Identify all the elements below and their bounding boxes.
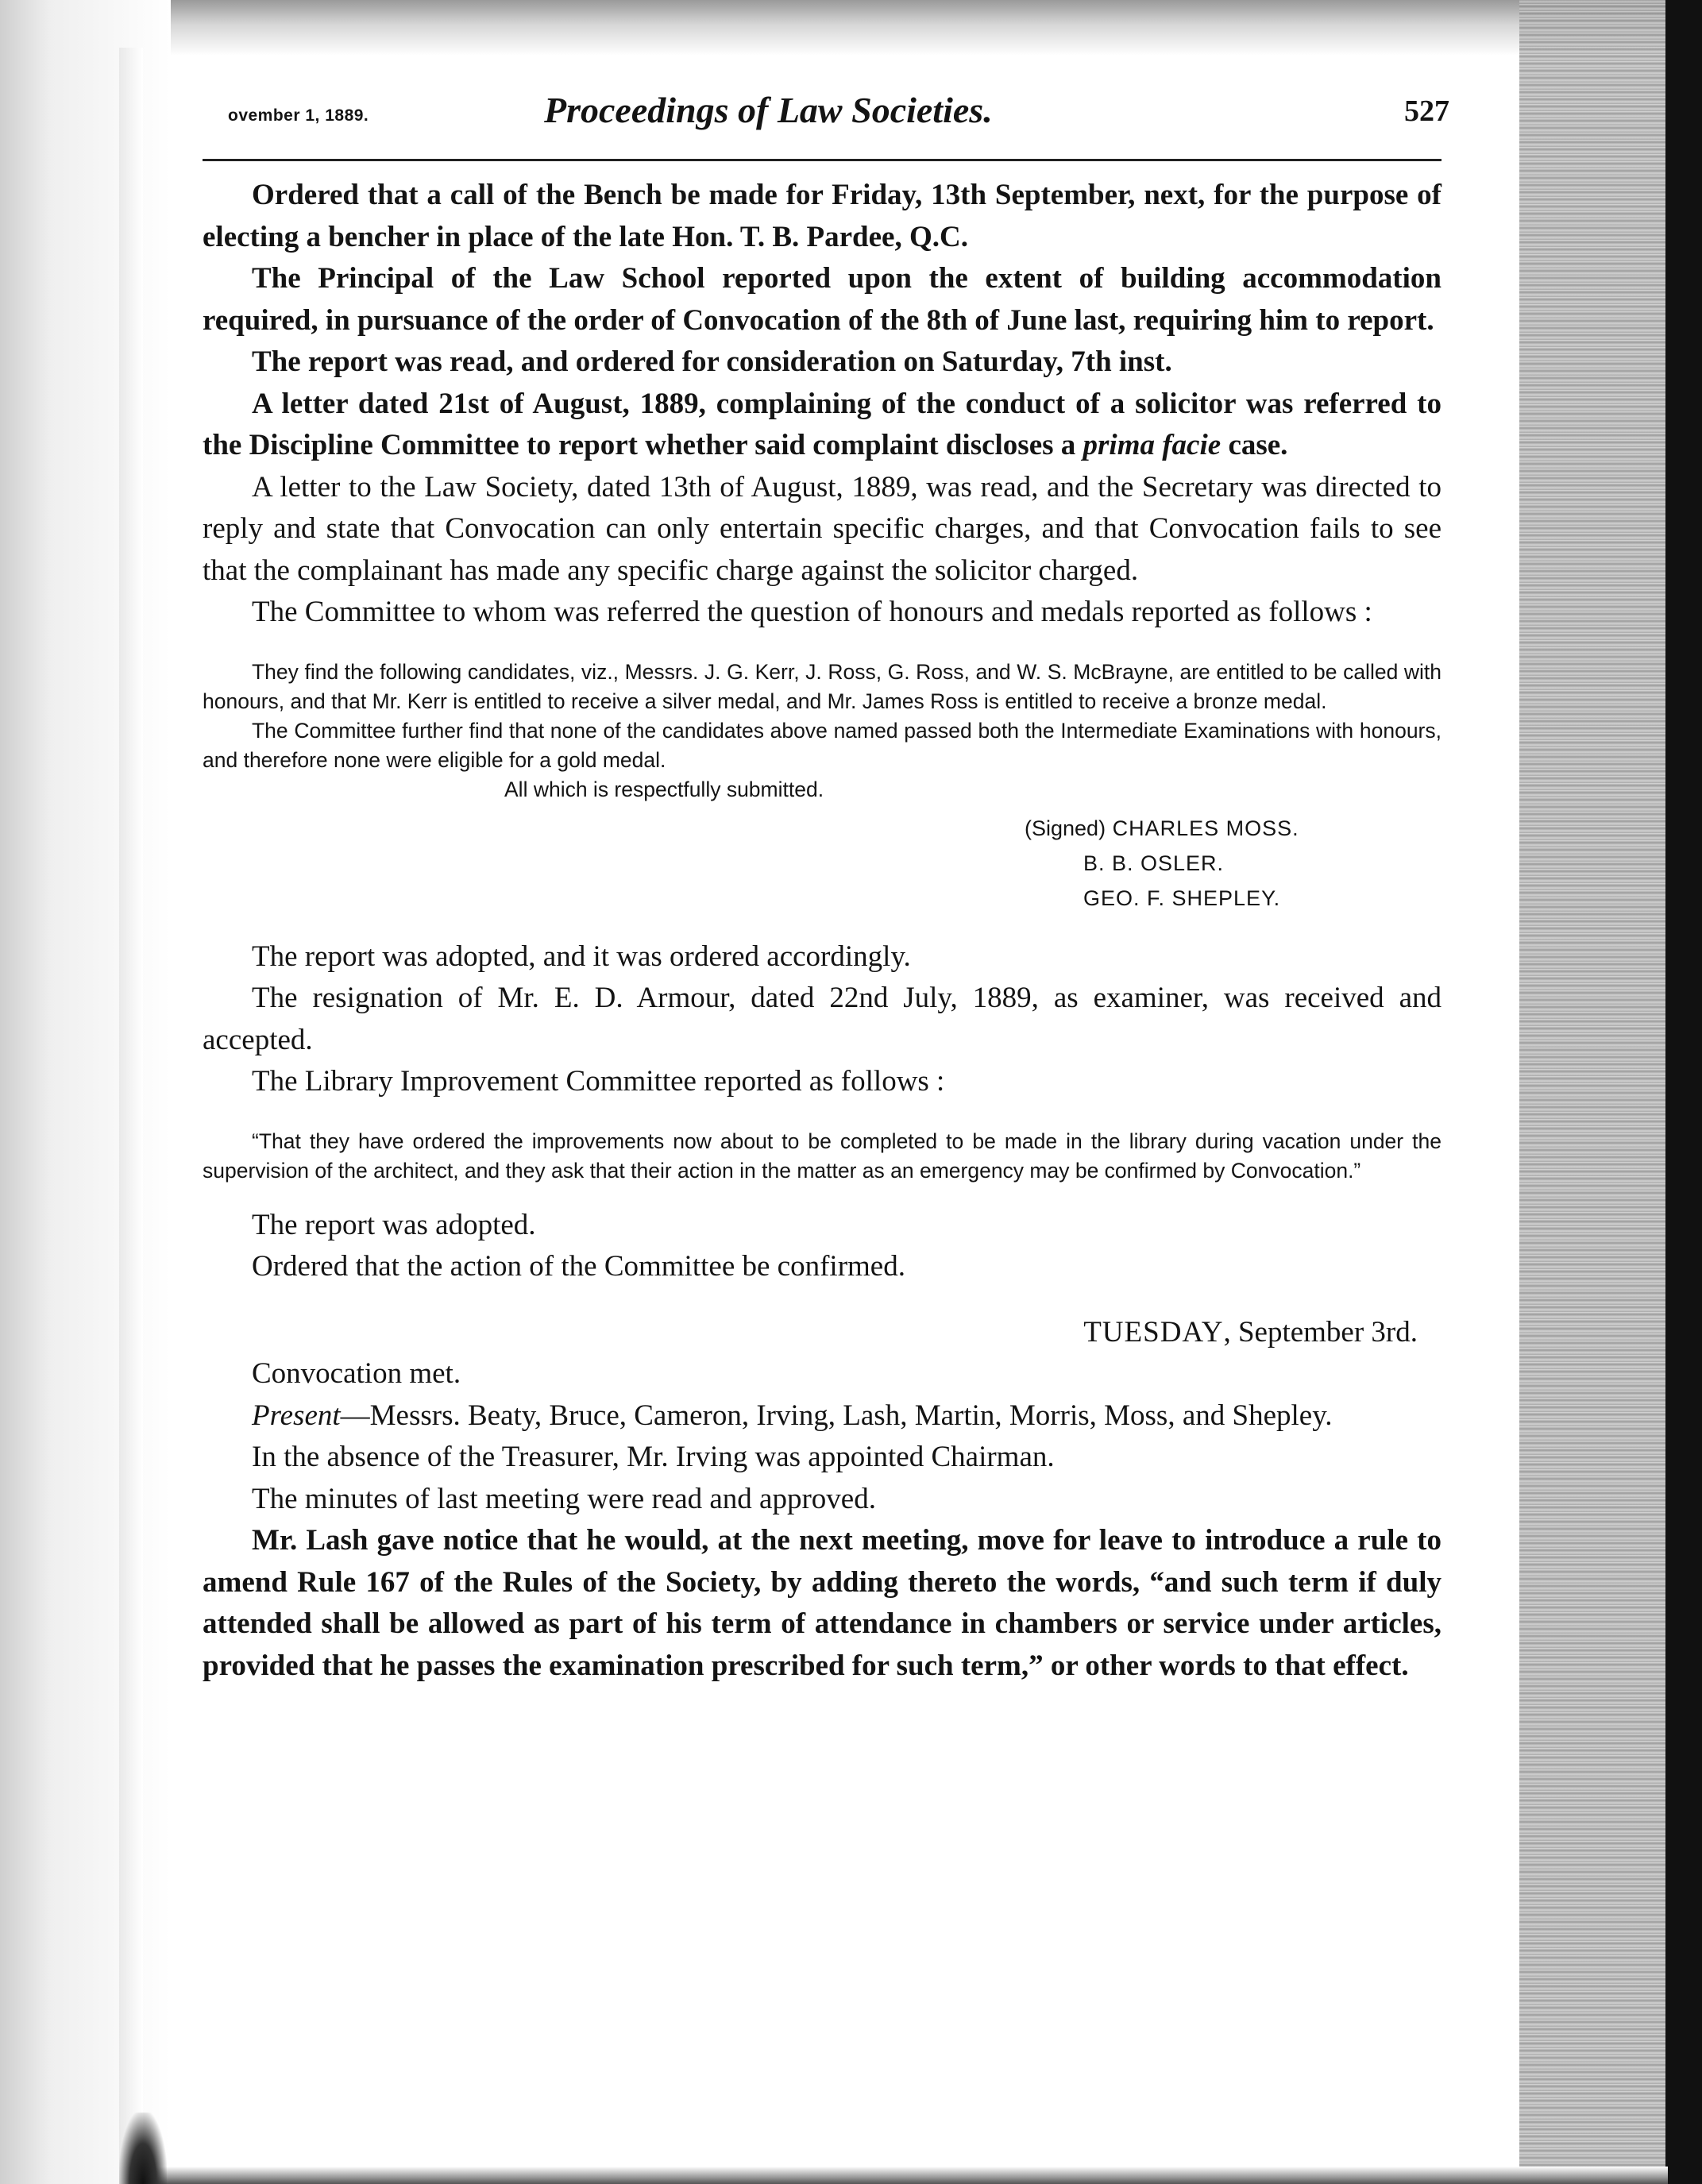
scan-right-border (1665, 0, 1702, 2184)
paragraph-library-committee: The Library Improvement Committee reported as follows : (252, 1065, 945, 1098)
dateline-day: TUESDAY (1083, 1315, 1224, 1349)
present-members: —Messrs. Beaty, Bruce, Cameron, Irving, Lash, Martin, Morris, Moss, and Shepley. (340, 1399, 1333, 1432)
paragraph-law-school-report: The Principal of the Law School reported upon the extent of building accommodation required, in pursuance of the order of Convocation of the 8th of June last, requiring him to report. (203, 262, 1441, 337)
paragraph-library-report-adopted: The report was adopted. (252, 1208, 536, 1241)
paragraph-lash-notice: Mr. Lash gave notice that he would, at the next meeting, move for leave to introduce a rule to amend Rule 167 of the Rules of the Society, by adding thereto the words, “and such term if duly attended shall be allowed as part of his term of attendance in chambers or service under articles, provided that he passes the examination prescribed for such term,” or other words to that effect. (203, 1524, 1441, 1682)
paragraph-letter-21st-august (203, 384, 1441, 467)
running-head (203, 89, 1449, 145)
scan-corner-shadow (119, 2113, 167, 2184)
page-body (203, 175, 1441, 1687)
paragraph-minutes-approved: The minutes of last meeting were read and approved. (252, 1482, 876, 1515)
quote-library-improvements: “That they have ordered the improvements now about to be completed to be made in the library during vacation under the supervision of the architect, and they ask that their action in the matter as an emergency may be confirmed by Convocation.” (203, 1129, 1441, 1183)
signature-line-1 (1025, 811, 1441, 846)
paragraph-letter-21st-text: A letter dated 21st of August, 1889, complaining of the conduct of a solicitor was referred to the Discipline Committee to report whether said complaint discloses a (203, 387, 1441, 461)
paragraph-present (203, 1395, 1441, 1437)
paragraph-convocation-met: Convocation met. (252, 1357, 461, 1390)
running-head-title: Proceedings of Law Societies. (544, 90, 993, 130)
dateline-date: , September 3rd. (1223, 1315, 1418, 1349)
running-head-date: ovember 1, 1889. (228, 106, 369, 125)
signed-prefix: (Signed) (1025, 816, 1106, 840)
paragraph-honours-committee: The Committee to whom was referred the question of honours and medals reported as follows : (252, 596, 1372, 628)
prima-facie-italic: prima facie (1083, 429, 1222, 461)
scan-top-shadow (0, 0, 1702, 56)
paragraph-call-of-bench: Ordered that a call of the Bench be made for Friday, 13th September, next, for the purpose of electing a bencher in place of the late Hon. T. B. Pardee, Q.C. (203, 179, 1441, 253)
dateline-tuesday (203, 1312, 1441, 1354)
signature-b-b-osler: B. B. OSLER. (1083, 851, 1225, 875)
paragraph-report-adopted: The report was adopted, and it was ordered accordingly. (252, 940, 911, 973)
signature-geo-f-shepley: GEO. F. SHEPLEY. (1083, 886, 1281, 910)
paragraph-letter-13th-august: A letter to the Law Society, dated 13th of August, 1889, was read, and the Secretary was directed to reply and state that Convocation can only entertain specific charges, and that Convocation fails to see that the complainant has made any specific charge against the solicitor charged. (203, 470, 1441, 587)
quote-gold-medal: The Committee further find that none of the candidates above named passed both the Intermediate Examinations with honours, and therefore none were eligible for a gold medal. (203, 718, 1441, 772)
paragraph-action-confirmed: Ordered that the action of the Committee be confirmed. (252, 1250, 905, 1283)
paragraph-letter-21st-end: case. (1221, 429, 1288, 461)
quote-respectfully-submitted: All which is respectfully submitted. (504, 777, 824, 801)
scan-binding-edge (119, 48, 143, 2184)
page-number: 527 (1404, 95, 1449, 128)
quote-candidates-honours: They find the following candidates, viz., Messrs. J. G. Kerr, J. Ross, G. Ross, and W. S. McBrayne, are entitled to be called with honours, and that Mr. Kerr is entitled to receive a silver medal, and Mr. James Ross is entitled to receive a bronze medal. (203, 659, 1441, 713)
scan-bottom-edge (143, 2167, 1668, 2184)
spacer (203, 1288, 1441, 1312)
paragraph-chairman: In the absence of the Treasurer, Mr. Irving was appointed Chairman. (252, 1441, 1055, 1473)
signature-block (203, 811, 1441, 916)
spacer (203, 1186, 1441, 1205)
signature-charles-moss: CHARLES MOSS. (1112, 816, 1299, 840)
paragraph-armour-resignation: The resignation of Mr. E. D. Armour, dated 22nd July, 1889, as examiner, was received and accepted. (203, 982, 1441, 1056)
present-italic: Present (252, 1399, 341, 1432)
scan-left-shadow (0, 0, 171, 2184)
header-rule (203, 159, 1441, 161)
paragraph-report-read: The report was read, and ordered for consideration on Saturday, 7th inst. (252, 345, 1172, 378)
